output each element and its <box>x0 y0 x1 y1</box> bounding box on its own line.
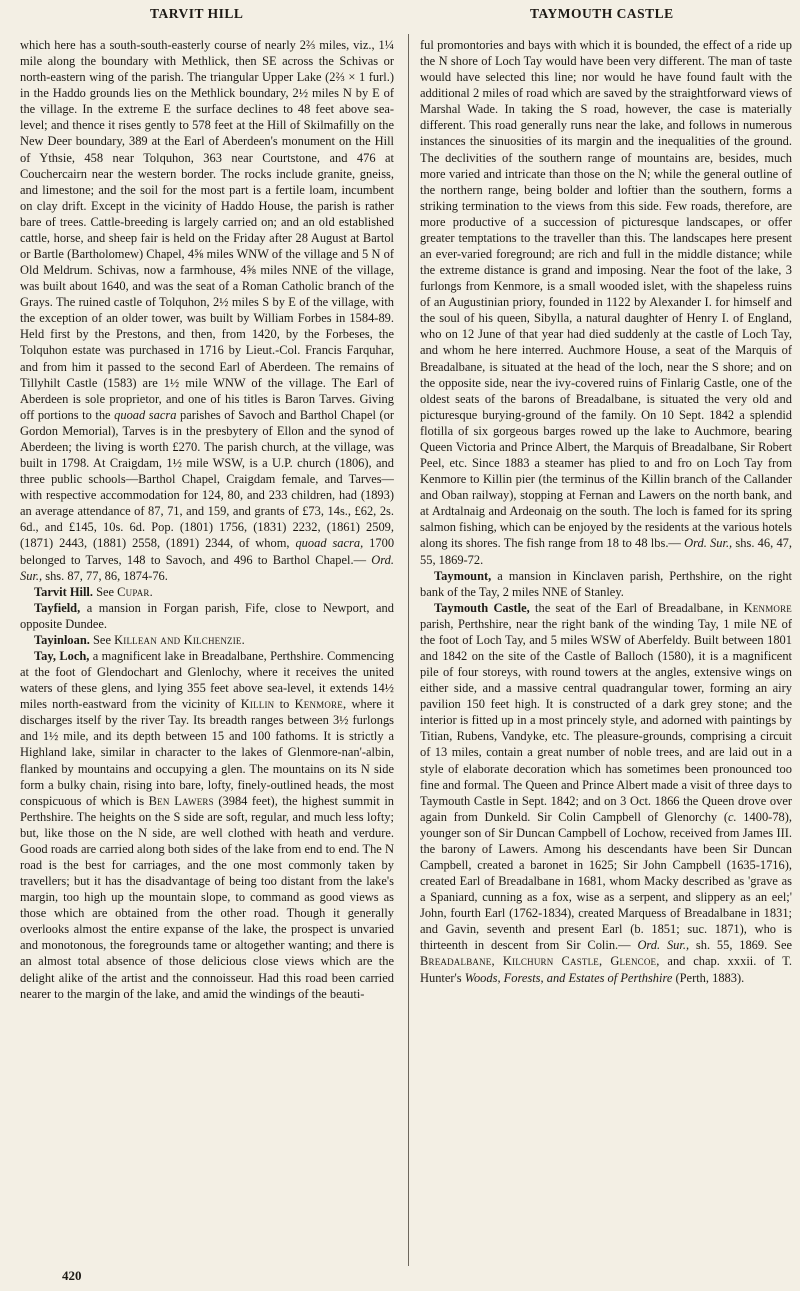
text-run: (Perth, 1883). <box>675 970 745 985</box>
entry-tayfield <box>20 600 394 632</box>
text-run: a mansion in Forgan parish, Fife, close to Newport, and opposite Dundee. <box>20 600 394 631</box>
text-run: See <box>93 632 111 647</box>
text-run: 1700 belonged to Tarves, 148 to Savoch, and 496 to Barthol Chapel.— <box>20 536 394 567</box>
column-divider <box>408 34 409 1266</box>
text-run: sh. 55, 1869. See <box>695 938 792 953</box>
text-run: which here has a south-south-easterly course of nearly 2⅔ miles, viz., 1¼ mile along the boundary with Methlick, then SE across the Schivas or north-eastern wing of the parish. The triangular Upper Lake (2⅔ × 1 furl.) in the Haddo grounds lies on the Methlick boundary, 2½ miles N by E of the village. In the extreme E the surface declines to 48 feet above sea-level; and thence it rises gently to 578 feet at the Hill of Skilmafilly on the New Deer boundary, 389 at the Earl of Aberdeen's monument on the Hill of Ythsie, 458 near Tolquhon, 363 near Courtstone, and 476 at Couchercairn near the western border. The rocks include granite, gneiss, and limestone; and the soil for the most part is a fertile loam, incumbent on clay drift. Except in the vicinity of Haddo House, the parish is rather bare of trees. Cattle-breeding is largely carried on; and an old established cattle, horse, and sheep fair is held on the Friday after 28 August at Bartol or Bartle (Bartholomew) Chapel, 4⅝ miles WNW of the village and 5 N of Old Meldrum. Schivas, now a farmhouse, 4⅝ miles NNE of the village, was built about 1640, and was the seat of a Roman Catholic branch of the Grays. The ruined castle of Tolquhon, 2½ miles S by E of the village, with the exception of an older tower, was built by William Forbes in 1584-89. Held first by the Prestons, and then, from 1420, by the Forbeses, the Tolquhon estate was purchased in 1716 by Lieut.-Col. Francis Farquhar, and from him it passed to the second Earl of Aberdeen. The remains of Tillyhilt Castle (1583) are 1½ mile WNW of the village. The Earl of Aberdeen is sole proprietor, and one of his titles is Baron Tarves. Giving off portions to the <box>20 38 394 422</box>
ord-sur-ref: Ord. Sur., <box>20 552 394 583</box>
book-title: Woods, Forests, and Estates of Perthshire <box>464 970 673 985</box>
italic-term: quoad sacra <box>114 407 177 422</box>
text-run: 1400-78), younger son of Sir Duncan Campbell of Lochow, received from James III. the barony of Lawers. Among his descendants have been Sir Duncan Campbell, created a baronet in 1625; Sir John Campbell (1635-1716), created Earl of Breadalbane in 1681, whom Macky described as 'grave as a Spaniard, cunning as a fox, wise as a serpent, and slippery as an eel;' John, fourth Earl (1762-1834), created Marquess of Breadalbane in 1831; and Gavin, seventh and present Earl (b. 1851; suc. 1871), who is thirteenth in descent from Sir Colin.— <box>420 809 792 953</box>
cross-reference: Breadalbane, Kilchurn Castle, Glencoe, <box>420 954 660 969</box>
text-run: a magnificent lake in Breadalbane, Perthshire. Commencing at the foot of Glendochart and Glenlochy, where it receives the united waters of these glens, and lying 355 feet above sea-level, it extends 14½ miles north-eastward from the vicinity of <box>20 648 394 712</box>
italic-term: quoad sacra, <box>295 536 364 551</box>
tay-loch-continuation <box>420 37 792 568</box>
cross-reference: Kenmore <box>743 600 792 615</box>
cross-reference: Killean and Kilchenzie. <box>114 632 245 647</box>
entry-headword: Tayfield, <box>34 600 81 615</box>
ord-sur-ref: Ord. Sur., <box>684 536 733 551</box>
text-run: the seat of the Earl of Breadalbane, in <box>535 600 739 615</box>
text-run: shs. 46, 47, 55, 1869-72. <box>420 536 792 567</box>
left-column <box>20 37 394 1259</box>
entry-taymount <box>420 568 792 600</box>
text-run: (3984 feet), the highest summit in Perthshire. The heights on the S side are soft, regular, and much less lofty; but, like those on the N side, are well clothed with heath and verdure. Good roads are carried along both sides of the lake from end to end. The N road is the best for carriages, and the one most commonly taken by travellers; but it has the disadvantage of being too distant from the lake's margin, too high up the mountain slope, to command as good views as those which are obtained from the other road. Though it generally overlooks almost the entire expanse of the lake, the prospect is unvaried and monotonous, the foregrounds tame or altogether wanting; and there is an almost total absence of those delicious close views which are the delight alike of the artist and the connoisseur. Had this road been carried nearer to the margin of the lake, and amid the windings of the beauti- <box>20 793 394 1001</box>
entry-headword: Taymount, <box>434 568 492 583</box>
cross-reference: Cupar. <box>117 584 153 599</box>
tarves-continuation <box>20 37 394 584</box>
text-run: to <box>279 697 290 712</box>
text-run: parish, Perthshire, near the right bank of the winding Tay, 1 mile NE of the foot of Loch Tay, and 5 miles WSW of Aberfeldy. Built between 1801 and 1842 on the site of the Castle of Balloch (1580), it is a magnificent pile of four storeys, with round towers at the angles, extensive wings on either side, and a massive central quadrangular tower, forming an airy pavilion 150 feet high. It is constructed of a dark grey stone; and the interior is fitted up in a most princely style, and adorned with paintings by Titian, Rubens, Vandyke, etc. The pleasure-grounds, comprising a circuit of 13 miles, contain a great number of noble trees, and are laid out in a style of elaborate decoration which has sometimes been pronounced too fine and formal. The Queen and Prince Albert made a visit of three days to Taymouth Castle in Sept. 1842; and on 3 Oct. 1866 the Queen drove over again from Dunkeld. Sir Colin Campbell of Glenorchy ( <box>420 616 792 824</box>
cross-reference: Killin <box>240 697 275 712</box>
text-run: shs. 87, 77, 86, 1874-76. <box>45 568 168 583</box>
entry-tay-loch <box>20 648 394 1002</box>
running-header-right: TAYMOUTH CASTLE <box>530 6 674 21</box>
entry-tayinloan <box>20 632 394 648</box>
page-number: 420 <box>62 1268 82 1283</box>
text-run: and chap. xxxii. of T. Hunter's <box>420 954 792 985</box>
text-run: See <box>96 584 115 599</box>
entry-headword: Taymouth Castle, <box>434 600 530 615</box>
entry-headword: Tayinloan. <box>34 632 90 647</box>
ord-sur-ref: Ord. Sur., <box>637 938 690 953</box>
italic-term: c. <box>727 809 737 824</box>
text-run: parishes of Savoch and Barthol Chapel (or Gordon Memorial), Tarves is in the presbytery of Ellon and the synod of Aberdeen; the living is worth £270. The parish church, at the village, was built in 1798. At Craigdam, 1½ mile WSW, is a U.P. church (1806), and three public schools—Barthol Chapel, Craigdam female, and Tarves—with respective accommodation for 124, 80, and 233 children, had (1893) an average attendance of 87, 71, and 159, and grants of £73, 14s., £62, 2s. 6d., and £145, 10s. 6d. Pop. (1801) 1756, (1831) 2232, (1861) 2509, (1871) 2443, (1881) 2558, (1891) 2344, of whom, <box>20 407 394 551</box>
text-run: where it discharges itself by the river Tay. Its breadth ranges between 3½ furlongs and 1½ mile, and its depth between 15 and 100 fathoms. It is strictly a Highland lake, similar in character to the lakes of Glenmore-nan'-albin, flanked by mountains and occupying a glen. The mountains on its N side form a bulky chain, rising into bare, lofty, finely-outlined heads, the most conspicuous of which is <box>20 697 394 808</box>
entry-tarvit-hill <box>20 584 394 600</box>
text-run: a mansion in Kinclaven parish, Perthshire, on the right bank of the Tay, 2 miles NNE of Stanley. <box>420 568 792 599</box>
entry-headword: Tay, Loch, <box>34 648 90 663</box>
text-run: ful promontories and bays with which it is bounded, the effect of a ride up the N shore of Loch Tay would have been very different. The man of taste would have selected this line; nor would he have found fault with the additional 2 miles of road which are saved by the straightforward views of Marshal Wade. In taking the S road, however, the case is materially different. This road generally runs near the lake, and follows in numerous instances the sinuosities of its margin and the inequalities of the ground. The declivities of the southern range of mountains are, besides, much more varied and intricate than those on the N; while the general outline of the northern range, being bolder and loftier than the southern, forms a striking termination to the views from this side. Few roads, therefore, are more productive of a succession of picturesque landscapes, or offer greater temptations to the traveller than this. The landscapes here present an ever-varied foreground; are rich and full in the middle distance; while the extreme distance is grand and imposing. Near the foot of the lake, 3 furlongs from Kenmore, is a small wooded islet, with the shapeless ruins of an Augustinian priory, founded in 1122 by Alexander I. for himself and the soul of his queen, Sibylla, a natural daughter of Henry I. of England, who on 12 June of that year had died suddenly at the castle of Loch Tay, and whom he here interred. Auchmore House, a seat of the Marquis of Breadalbane, is situated at the head of the loch, near the S shore; and on the opposite side, near the ivy-covered ruins of Finlarig Castle, one of the oldest seats of the barons of Breadalbane, is situated the very old and picturesque burying-ground of the family. On 10 Sept. 1842 a splendid flotilla of six gorgeous barges rowed up the lake to Auchmore, bearing Queen Victoria and Prince Albert, the Marquis of Breadalbane, Sir Robert Peel, etc. Since 1883 a steamer has plied to and fro on Loch Tay from Kenmore to Killin pier (the terminus of the Killin branch of the Callander and Oban railway), stopping at Fernan and Lawers on the north bank, and at Ardtalnaig and Ardeonaig on the south. The loch is famed for its spring salmon fishing, which can be enjoyed by the residents at the various hotels along its shores. The fish range from 18 to 48 lbs.— <box>420 38 792 551</box>
entry-headword: Tarvit Hill. <box>34 584 93 599</box>
right-column <box>420 37 792 1259</box>
cross-reference: Kenmore, <box>294 697 347 712</box>
cross-reference: Ben Lawers <box>148 793 214 808</box>
running-header-left: TARVIT HILL <box>150 6 244 21</box>
entry-taymouth-castle <box>420 600 792 986</box>
